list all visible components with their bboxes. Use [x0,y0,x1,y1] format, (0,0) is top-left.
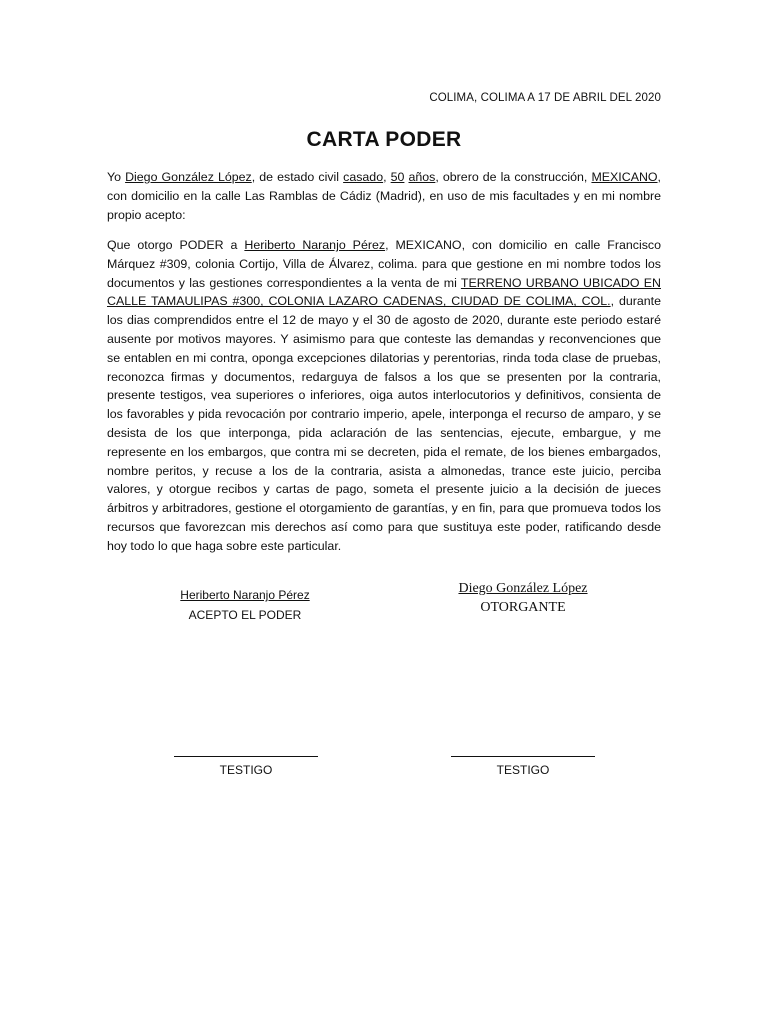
grantor-name: Diego González López [125,170,252,184]
grantor-age: 50 [390,170,405,184]
date-location-line: COLIMA, COLIMA A 17 DE ABRIL DEL 2020 [429,92,661,104]
witness-block-right [443,756,603,777]
p1-text-6: , con domicilio en la calle Las Ramblas de Cádiz (Madrid), en uso de mis facultades y en mi nombre propio acepto: [107,170,661,222]
age-unit: años [408,170,436,184]
witness-block-left [166,756,326,777]
witness-label-left: TESTIGO [219,763,273,777]
nationality: MEXICANO [591,170,658,184]
witness-signature-line-right [451,756,595,757]
civil-status: casado [343,170,384,184]
paragraph-power-grant [107,236,661,556]
attorney-signature-name: Heriberto Naranjo Pérez [180,588,310,602]
property-description: TERRENO URBANO UBICADO EN CALLE TAMAULIPAS #300, COLONIA LAZARO CADENAS, CIUDAD DE COLIMA, COL. [107,275,661,309]
p1-text-1: Yo [107,170,126,184]
document-title: CARTA PODER [306,128,462,151]
grantor-signature-block [408,579,638,617]
witness-label-right: TESTIGO [496,763,550,777]
p1-text-2: , de estado civil [251,170,344,184]
p2-text-2: , MEXICANO, con domicilio en calle Francisco Márquez #309, colonia Cortijo, Villa de Álvarez, colima. para que gestione en mi nombre todos los documentos y las gestiones correspondientes a la venta de mi [107,238,662,290]
grantor-signature-role: OTORGANTE [480,600,566,615]
grantor-signature-name: Diego González López [458,581,588,596]
paragraph-grantor [107,168,661,224]
attorney-signature-block [145,585,345,625]
attorney-signature-role: ACEPTO EL PODER [188,608,302,622]
p1-text-3: , [383,170,391,184]
witness-signature-line-left [174,756,318,757]
p1-text-5: , obrero de la construcción, [435,170,592,184]
p2-text-3: , durante los dias comprendidos entre el 12 de mayo y el 30 de agosto de 2020, durante este periodo estaré ausente por motivos mayores. Y asimismo para que conteste las demandas y reconvenciones que se entablen en mi contra, oponga excepciones dilatorias y perentorias, rinda toda clase de pruebas, reconozca firmas y documentos, redarguya de falsos a los que se presenten por la contraria, presente testigos, vea superiores o inferiores, oiga autos interlocutorios y definitivos, consienta de los favorables y pida revocación por contrario imperio, apele, interponga el recurso de amparo, y se desista de los que interponga, pida aclaración de las sentencias, ejecute, embargue, y me represente en los embargos, que contra mi se decreten, pida el remate, de los bienes embargados, nombre peritos, y recuse a los de la contraria, asista a almonedas, trance este juicio, perciba valores, y otorgue recibos y cartas de pago, someta el presente juicio a la decisión de jueces árbitros y arbitradores, gestione el otorgamiento de garantías, y en fin, para que promueva todos los recursos que favorezcan mis derechos así como para que sustituya este poder, ratificando desde hoy todo lo que haga sobre este particular. [107,294,661,553]
attorney-name: Heriberto Naranjo Pérez [244,238,386,252]
p2-text-1: Que otorgo PODER a [107,238,245,252]
